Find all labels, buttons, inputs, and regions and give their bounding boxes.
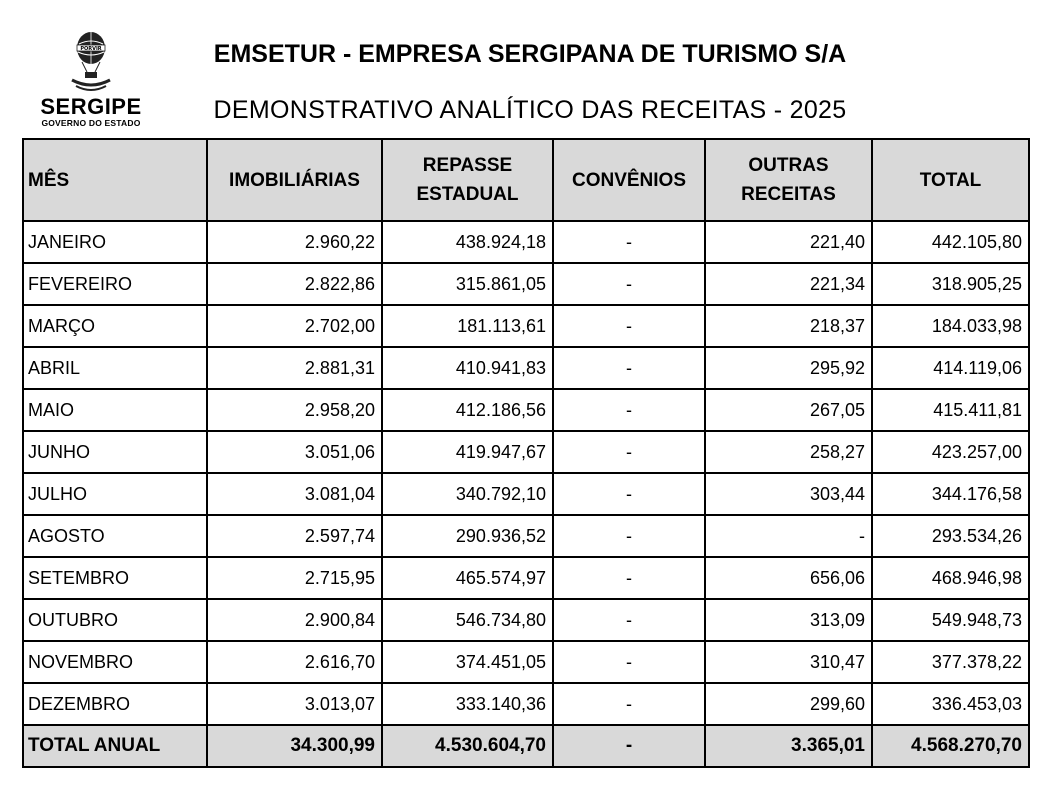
other-revenue-cell: 295,92: [705, 347, 872, 389]
agreements-cell: -: [553, 305, 705, 347]
other-revenue-cell: 299,60: [705, 683, 872, 725]
column-header-agreements: CONVÊNIOS: [553, 139, 705, 221]
total-cell: 336.453,03: [872, 683, 1029, 725]
state-transfer-cell: 374.451,05: [382, 641, 553, 683]
state-transfer-cell: 419.947,67: [382, 431, 553, 473]
column-header-real-estate: IMOBILIÁRIAS: [207, 139, 382, 221]
other-revenue-cell: 310,47: [705, 641, 872, 683]
agreements-cell: -: [553, 683, 705, 725]
total-cell: 184.033,98: [872, 305, 1029, 347]
table-row: [23, 557, 1029, 599]
state-transfer-cell: 410.941,83: [382, 347, 553, 389]
table-row: [23, 263, 1029, 305]
state-transfer-cell: 465.574,97: [382, 557, 553, 599]
other-revenue-cell: 221,40: [705, 221, 872, 263]
agreements-cell: -: [553, 557, 705, 599]
total-cell: 468.946,98: [872, 557, 1029, 599]
state-transfer-cell: 290.936,52: [382, 515, 553, 557]
table-body: [23, 221, 1029, 725]
real-estate-cell: 2.715,95: [207, 557, 382, 599]
month-cell: AGOSTO: [23, 515, 207, 557]
month-cell: ABRIL: [23, 347, 207, 389]
state-transfer-cell: 412.186,56: [382, 389, 553, 431]
logo-subtitle-text: GOVERNO DO ESTADO: [41, 118, 141, 128]
state-transfer-cell: 181.113,61: [382, 305, 553, 347]
state-transfer-cell: 546.734,80: [382, 599, 553, 641]
other-revenue-cell: 258,27: [705, 431, 872, 473]
month-cell: DEZEMBRO: [23, 683, 207, 725]
real-estate-cell: 3.051,06: [207, 431, 382, 473]
real-estate-cell: 2.881,31: [207, 347, 382, 389]
column-header-other-revenue: OUTRAS RECEITAS: [705, 139, 872, 221]
report-title: DEMONSTRATIVO ANALÍTICO DAS RECEITAS - 2025: [213, 96, 847, 124]
month-cell: JULHO: [23, 473, 207, 515]
state-transfer-cell: 438.924,18: [382, 221, 553, 263]
table-row: [23, 641, 1029, 683]
state-transfer-cell: 340.792,10: [382, 473, 553, 515]
other-revenue-cell: 218,37: [705, 305, 872, 347]
month-cell: JUNHO: [23, 431, 207, 473]
column-header-state-transfer: REPASSE ESTADUAL: [382, 139, 553, 221]
company-title: EMSETUR - EMPRESA SERGIPANA DE TURISMO S/A: [213, 40, 847, 68]
other-revenue-cell: -: [705, 515, 872, 557]
agreements-cell: -: [553, 221, 705, 263]
total-cell: 442.105,80: [872, 221, 1029, 263]
total-grand-cell: 4.568.270,70: [872, 725, 1029, 767]
other-revenue-cell: 267,05: [705, 389, 872, 431]
month-cell: MARÇO: [23, 305, 207, 347]
state-transfer-cell: 315.861,05: [382, 263, 553, 305]
table-row: [23, 389, 1029, 431]
total-cell: 423.257,00: [872, 431, 1029, 473]
table-row: [23, 431, 1029, 473]
balloon-emblem-icon: [66, 30, 116, 94]
agreements-cell: -: [553, 641, 705, 683]
table-row: [23, 347, 1029, 389]
total-state-transfer-cell: 4.530.604,70: [382, 725, 553, 767]
real-estate-cell: 3.013,07: [207, 683, 382, 725]
total-label-cell: TOTAL ANUAL: [23, 725, 207, 767]
month-cell: NOVEMBRO: [23, 641, 207, 683]
logo-brand-text: SERGIPE: [40, 94, 142, 119]
month-cell: FEVEREIRO: [23, 263, 207, 305]
total-other-revenue-cell: 3.365,01: [705, 725, 872, 767]
other-revenue-cell: 313,09: [705, 599, 872, 641]
column-header-month: MÊS: [23, 139, 207, 221]
total-cell: 318.905,25: [872, 263, 1029, 305]
total-cell: 415.411,81: [872, 389, 1029, 431]
revenue-table: [22, 138, 1030, 768]
emblem-motto: PORVIR: [80, 46, 102, 52]
month-cell: JANEIRO: [23, 221, 207, 263]
real-estate-cell: 2.616,70: [207, 641, 382, 683]
table-row: [23, 515, 1029, 557]
total-real-estate-cell: 34.300,99: [207, 725, 382, 767]
month-cell: OUTUBRO: [23, 599, 207, 641]
table-row: [23, 599, 1029, 641]
table-row: [23, 305, 1029, 347]
table-row: [23, 221, 1029, 263]
other-revenue-cell: 303,44: [705, 473, 872, 515]
month-cell: SETEMBRO: [23, 557, 207, 599]
agreements-cell: -: [553, 473, 705, 515]
annual-total-row: [23, 725, 1029, 767]
other-revenue-cell: 656,06: [705, 557, 872, 599]
agreements-cell: -: [553, 263, 705, 305]
agreements-cell: -: [553, 431, 705, 473]
total-cell: 549.948,73: [872, 599, 1029, 641]
real-estate-cell: 2.702,00: [207, 305, 382, 347]
column-header-total: TOTAL: [872, 139, 1029, 221]
total-cell: 344.176,58: [872, 473, 1029, 515]
state-transfer-cell: 333.140,36: [382, 683, 553, 725]
table-row: [23, 683, 1029, 725]
month-cell: MAIO: [23, 389, 207, 431]
agreements-cell: -: [553, 515, 705, 557]
table-header-row: [23, 139, 1029, 221]
total-cell: 377.378,22: [872, 641, 1029, 683]
agreements-cell: -: [553, 599, 705, 641]
real-estate-cell: 2.960,22: [207, 221, 382, 263]
other-revenue-cell: 221,34: [705, 263, 872, 305]
real-estate-cell: 2.900,84: [207, 599, 382, 641]
agreements-cell: -: [553, 347, 705, 389]
real-estate-cell: 3.081,04: [207, 473, 382, 515]
total-cell: 293.534,26: [872, 515, 1029, 557]
agreements-cell: -: [553, 389, 705, 431]
table-row: [23, 473, 1029, 515]
total-agreements-cell: -: [553, 725, 705, 767]
sergipe-government-logo: [32, 30, 150, 130]
real-estate-cell: 2.597,74: [207, 515, 382, 557]
total-cell: 414.119,06: [872, 347, 1029, 389]
real-estate-cell: 2.958,20: [207, 389, 382, 431]
real-estate-cell: 2.822,86: [207, 263, 382, 305]
